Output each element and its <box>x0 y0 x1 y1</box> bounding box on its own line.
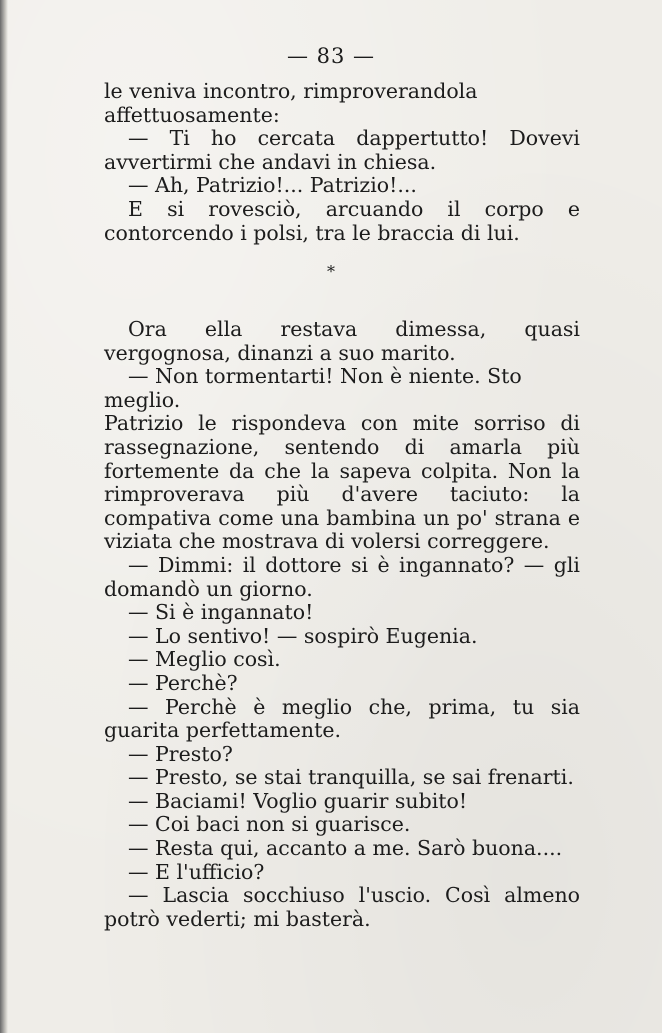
paragraph: — Baciami! Voglio guarir subito! <box>128 788 468 813</box>
paragraph: le veniva incontro, rimproverandola affettuosamente: <box>104 79 478 127</box>
paragraph: Ora ella restava dimessa, quasi vergognosa, dinanzi a suo marito. <box>104 317 580 365</box>
paragraph: — Perchè? <box>128 670 238 695</box>
binding-shadow <box>0 0 8 1033</box>
paragraph: — Lascia socchiuso l'uscio. Così almeno potrò vederti; mi basterà. <box>104 883 580 931</box>
text-block-1 <box>104 80 580 245</box>
paragraph: — Lo sentivo! — sospirò Eugenia. <box>128 623 478 648</box>
paragraph: — Ah, Patrizio!... Patrizio!... <box>128 173 417 198</box>
paragraph: Patrizio le rispondeva con mite sorriso di rassegnazione, sentendo di amarla più fortemente da che la sapeva colpita. Non la rimproverava più d'avere taciuto: la compativa come una bambina un po' strana e viziata che mostrava di volersi correggere. <box>104 411 580 554</box>
paragraph: E si rovesciò, arcuando il corpo e contorcendo i polsi, tra le braccia di lui. <box>104 196 580 245</box>
paragraph: — Presto, se stai tranquilla, se sai frenarti. <box>128 765 574 790</box>
text-block-2 <box>104 318 580 931</box>
paragraph: — Non tormentarti! Non è niente. Sto meglio. <box>104 364 522 412</box>
paragraph: — Meglio così. <box>128 647 281 672</box>
paragraph: — Si è ingannato! <box>128 600 314 625</box>
section-separator: * <box>327 262 335 281</box>
paragraph: — Ti ho cercata dappertutto! Dovevi avvertirmi che andavi in chiesa. <box>104 126 580 174</box>
paragraph: — Presto? <box>128 741 233 766</box>
paragraph: — Coi baci non si guarisce. <box>128 812 411 837</box>
paragraph: — Perchè è meglio che, prima, tu sia guarita perfettamente. <box>104 694 580 743</box>
page-number: — 83 — <box>286 44 376 68</box>
paragraph: — E l'ufficio? <box>128 859 265 884</box>
paragraph: — Resta qui, accanto a me. Sarò buona.... <box>128 836 563 861</box>
paragraph: — Dimmi: il dottore si è ingannato? — gli domandò un giorno. <box>104 552 580 601</box>
